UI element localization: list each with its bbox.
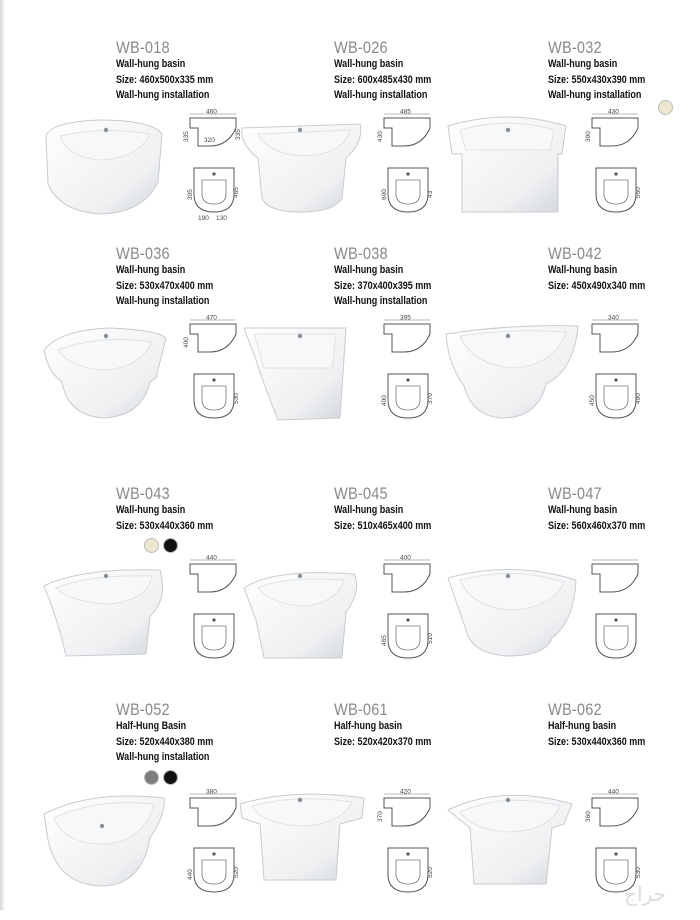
basin-illustration <box>40 114 180 224</box>
dimension-label: 440 <box>187 869 194 880</box>
side-view-drawing <box>377 789 430 827</box>
dimension-label: 520 <box>427 867 434 878</box>
dimension-label: 510 <box>427 633 434 644</box>
product-info <box>116 700 235 766</box>
technical-drawing <box>378 314 442 430</box>
dimension-label: 600 <box>381 189 388 200</box>
dimension-label: 530 <box>233 393 240 404</box>
top-view-drawing <box>589 374 642 418</box>
color-swatches <box>144 770 178 785</box>
product-card-wb-032 <box>440 38 670 258</box>
technical-drawing <box>377 788 442 904</box>
basin-illustration <box>40 560 180 670</box>
basin-photo <box>448 795 572 884</box>
top-view-drawing <box>381 374 434 418</box>
product-card-wb-042 <box>440 244 670 464</box>
color-swatch <box>163 538 178 553</box>
product-code: WB-045 <box>334 484 388 503</box>
basin-illustration <box>442 320 582 430</box>
dimension-label: 465 <box>233 187 240 198</box>
product-info <box>548 244 667 294</box>
dimension-label: 430 <box>608 108 619 116</box>
dimension-label: 490 <box>635 393 642 404</box>
product-spec-line: Wall-hung basin <box>334 504 404 516</box>
basin-photo <box>448 117 566 212</box>
side-view-drawing <box>183 315 236 353</box>
product-spec-line: Size: 530x440x360 mm <box>116 519 214 532</box>
product-card-wb-061 <box>232 700 462 920</box>
side-view-drawing <box>585 109 638 147</box>
product-code: WB-061 <box>334 700 388 719</box>
product-spec-line: Wall-hung installation <box>334 89 428 101</box>
product-info <box>334 38 453 104</box>
product-info <box>334 244 453 310</box>
side-view-drawing <box>592 315 638 353</box>
technical-drawing <box>586 314 650 430</box>
side-view-drawing <box>384 555 430 593</box>
side-view-drawing <box>190 555 236 593</box>
dimension-label: 470 <box>206 314 217 322</box>
basin-illustration <box>234 560 374 670</box>
product-spec-line: Size: 520x420x370 mm <box>334 735 432 748</box>
product-code: WB-032 <box>548 38 602 57</box>
product-spec-line: Wall-hung installation <box>548 89 642 101</box>
dimension-label: 305 <box>187 189 194 200</box>
color-swatches <box>144 538 178 553</box>
product-spec-line: Wall-hung installation <box>334 295 428 307</box>
product-spec-line: Size: 600x485x430 mm <box>334 73 432 86</box>
product-info <box>548 700 667 750</box>
product-spec-line: Size: 520x440x380 mm <box>116 735 214 748</box>
side-view-drawing <box>592 560 638 592</box>
product-code: WB-043 <box>116 484 170 503</box>
color-swatch <box>163 770 178 785</box>
basin-illustration <box>234 114 374 224</box>
top-view-drawing <box>596 614 636 658</box>
product-info <box>334 700 453 750</box>
product-spec-line: Wall-hung basin <box>548 58 618 70</box>
product-spec-line: Wall-hung basin <box>548 264 618 276</box>
dimension-label: 340 <box>608 314 619 322</box>
dimension-label: 390 <box>585 131 592 142</box>
dimension-label: 465 <box>381 635 388 646</box>
side-view-drawing <box>377 109 430 147</box>
product-spec-line: Size: 550x430x390 mm <box>548 73 646 86</box>
product-spec-line: Size: 560x460x370 mm <box>548 519 646 532</box>
product-spec-line: Wall-hung basin <box>548 504 618 516</box>
watermark-logo: حراج <box>624 882 666 906</box>
product-info <box>548 484 667 534</box>
color-swatch <box>144 770 159 785</box>
product-code: WB-026 <box>334 38 388 57</box>
basin-illustration <box>442 114 582 224</box>
dimension-label: 335 <box>235 129 242 140</box>
dimension-label: 190 <box>198 215 209 222</box>
product-spec-line: Wall-hung installation <box>116 295 210 307</box>
technical-drawing <box>585 108 650 224</box>
dimension-label: 320 <box>204 137 215 144</box>
basin-photo <box>44 796 164 886</box>
product-spec-line: Size: 530x470x400 mm <box>116 279 214 292</box>
side-view-drawing <box>190 789 236 827</box>
basin-illustration <box>442 784 582 894</box>
basin-illustration <box>40 784 180 894</box>
basin-photo <box>448 569 576 656</box>
dimension-label: 550 <box>635 187 642 198</box>
product-spec-line: Wall-hung installation <box>116 751 210 763</box>
dimension-label: 430 <box>377 131 384 142</box>
product-info <box>116 244 235 310</box>
product-spec-line: Half-hung basin <box>548 720 617 732</box>
basin-illustration <box>442 560 582 670</box>
dimension-label: 460 <box>206 108 217 116</box>
product-spec-line: Half-Hung Basin <box>116 720 187 732</box>
basin-photo <box>240 794 364 880</box>
technical-drawing <box>378 554 442 670</box>
product-spec-line: Wall-hung installation <box>116 89 210 101</box>
dimension-label: 395 <box>400 314 411 322</box>
product-spec-line: Wall-hung basin <box>116 504 186 516</box>
product-card-wb-038 <box>232 244 462 464</box>
dimension-label: 440 <box>206 554 217 562</box>
product-code: WB-047 <box>548 484 602 503</box>
basin-photo <box>244 328 346 420</box>
basin-photo <box>244 573 357 658</box>
top-view-drawing <box>388 848 434 892</box>
product-info <box>116 38 235 104</box>
dimension-label: 335 <box>183 131 190 142</box>
dimension-label: 370 <box>427 393 434 404</box>
product-code: WB-042 <box>548 244 602 263</box>
basin-illustration <box>234 320 374 430</box>
top-view-drawing <box>381 168 434 212</box>
dimension-label: 520 <box>233 867 240 878</box>
dimension-label: 370 <box>377 811 384 822</box>
color-swatch <box>658 100 673 115</box>
product-info <box>334 484 453 534</box>
dimension-label: 485 <box>400 108 411 116</box>
basin-photo <box>446 326 578 418</box>
top-view-drawing <box>194 614 234 658</box>
color-swatches <box>658 100 673 115</box>
product-code: WB-052 <box>116 700 170 719</box>
basin-photo <box>44 570 162 656</box>
dimension-label: 380 <box>206 788 217 796</box>
product-card-wb-026 <box>232 38 462 258</box>
basin-photo <box>242 124 361 212</box>
dimension-label: 400 <box>400 554 411 562</box>
product-card-wb-045 <box>232 484 462 704</box>
side-view-drawing <box>384 315 430 353</box>
side-view-drawing <box>585 789 638 827</box>
product-code: WB-036 <box>116 244 170 263</box>
product-spec-line: Size: 450x490x340 mm <box>548 279 646 292</box>
technical-drawing <box>377 108 442 224</box>
color-swatch <box>144 538 159 553</box>
product-info <box>548 38 667 104</box>
dimension-label: 450 <box>589 395 596 406</box>
product-spec-line: Half-hung basin <box>334 720 403 732</box>
product-spec-line: Size: 370x400x395 mm <box>334 279 432 292</box>
dimension-label: 440 <box>608 788 619 796</box>
product-code: WB-018 <box>116 38 170 57</box>
product-info <box>116 484 235 534</box>
dimension-label: 360 <box>585 811 592 822</box>
basin-photo <box>44 328 166 418</box>
top-view-drawing <box>596 168 642 212</box>
dimension-label: 400 <box>381 395 388 406</box>
dimension-label: 130 <box>216 215 227 222</box>
product-card-wb-047 <box>440 484 670 704</box>
dimension-label: 420 <box>400 788 411 796</box>
product-spec-line: Wall-hung basin <box>334 58 404 70</box>
basin-photo <box>46 120 162 214</box>
product-spec-line: Size: 510x465x400 mm <box>334 519 432 532</box>
top-view-drawing <box>381 614 434 658</box>
product-spec-line: Size: 460x500x335 mm <box>116 73 214 86</box>
product-spec-line: Wall-hung basin <box>116 58 186 70</box>
product-code: WB-038 <box>334 244 388 263</box>
product-spec-line: Size: 530x440x360 mm <box>548 735 646 748</box>
dimension-label: 400 <box>183 337 190 348</box>
product-code: WB-062 <box>548 700 602 719</box>
dimension-label: 43 <box>427 190 434 198</box>
basin-illustration <box>234 784 374 894</box>
product-spec-line: Wall-hung basin <box>334 264 404 276</box>
dimension-label: 530 <box>635 867 642 878</box>
product-spec-line: Wall-hung basin <box>116 264 186 276</box>
basin-illustration <box>40 320 180 430</box>
technical-drawing <box>586 558 650 670</box>
